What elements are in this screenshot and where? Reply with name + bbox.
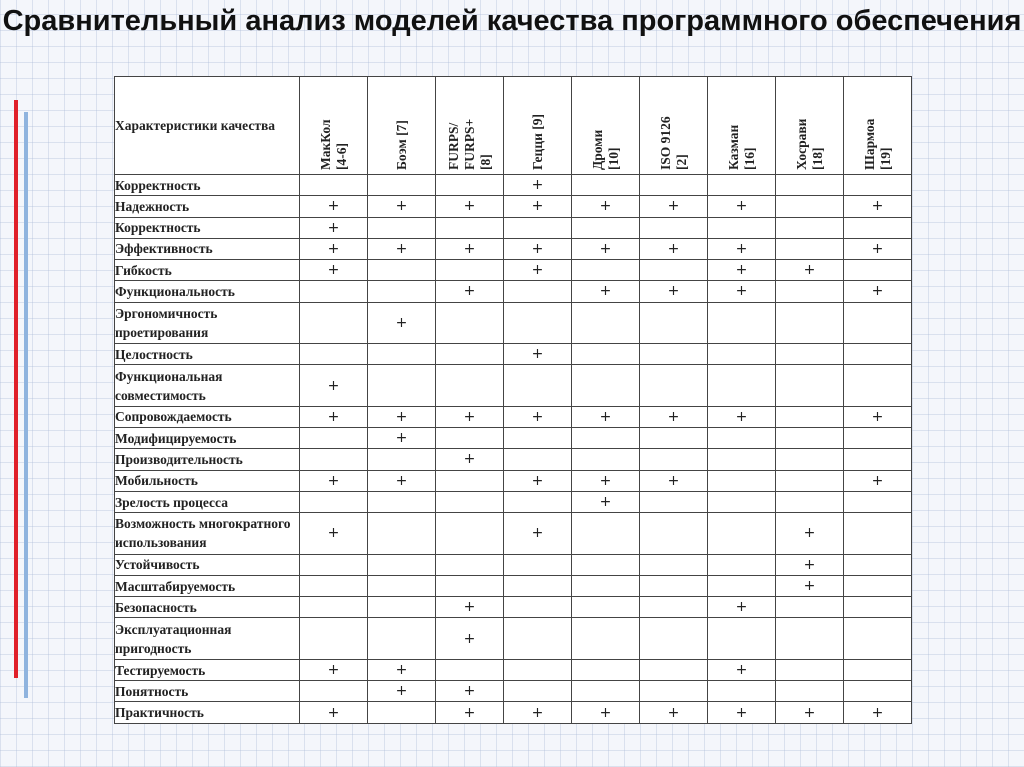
support-cell (572, 554, 640, 575)
model-name: Боэм [7] (393, 119, 409, 170)
support-cell (368, 618, 436, 659)
table-row (115, 659, 912, 680)
table-row (115, 428, 912, 449)
support-cell (368, 597, 436, 618)
characteristic-label: Тестируемость (115, 659, 300, 680)
decorative-red-bar (14, 100, 18, 678)
support-cell (708, 365, 776, 406)
support-cell: + (300, 513, 368, 554)
model-name: Дроми [10] (589, 129, 621, 170)
support-cell (504, 365, 572, 406)
characteristic-label: Функциональная совместимость (115, 365, 300, 406)
support-cell: + (708, 238, 776, 259)
support-cell (572, 449, 640, 470)
support-cell: + (776, 554, 844, 575)
support-cell (844, 554, 912, 575)
support-cell (504, 217, 572, 238)
model-name: Хосрави [18] (793, 118, 825, 170)
support-cell (300, 428, 368, 449)
support-cell (504, 449, 572, 470)
table-row (115, 302, 912, 343)
support-cell (776, 618, 844, 659)
quality-models-table (114, 76, 912, 724)
table-row (115, 681, 912, 702)
support-cell: + (504, 470, 572, 491)
support-cell: + (708, 281, 776, 302)
support-cell (368, 281, 436, 302)
support-cell: + (368, 302, 436, 343)
support-cell (572, 513, 640, 554)
model-header (504, 77, 572, 175)
support-cell (776, 281, 844, 302)
support-cell (368, 554, 436, 575)
support-cell: + (640, 406, 708, 427)
support-cell (436, 554, 504, 575)
support-cell: + (844, 470, 912, 491)
support-cell (708, 344, 776, 365)
characteristic-label: Производительность (115, 449, 300, 470)
support-cell (368, 344, 436, 365)
support-cell (368, 217, 436, 238)
support-cell (436, 575, 504, 596)
support-cell: + (504, 702, 572, 724)
support-cell (436, 175, 504, 196)
support-cell (504, 281, 572, 302)
support-cell (572, 302, 640, 343)
support-cell: + (776, 575, 844, 596)
support-cell: + (504, 344, 572, 365)
table-row (115, 406, 912, 427)
support-cell (844, 175, 912, 196)
support-cell (436, 470, 504, 491)
support-cell: + (368, 659, 436, 680)
support-cell (368, 491, 436, 512)
table-row (115, 491, 912, 512)
characteristic-label: Зрелость процесса (115, 491, 300, 512)
support-cell: + (368, 470, 436, 491)
characteristic-label: Мобильность (115, 470, 300, 491)
characteristic-label: Практичность (115, 702, 300, 724)
support-cell: + (504, 175, 572, 196)
support-cell: + (640, 281, 708, 302)
support-cell (368, 260, 436, 281)
support-cell (776, 175, 844, 196)
characteristic-label: Корректность (115, 217, 300, 238)
support-cell (300, 175, 368, 196)
support-cell (776, 238, 844, 259)
support-cell (776, 470, 844, 491)
support-cell (640, 260, 708, 281)
characteristic-label: Возможность многократного использования (115, 513, 300, 554)
table-row (115, 344, 912, 365)
support-cell (708, 681, 776, 702)
support-cell (776, 491, 844, 512)
table-row (115, 175, 912, 196)
support-cell (708, 513, 776, 554)
support-cell: + (436, 406, 504, 427)
support-cell: + (300, 470, 368, 491)
support-cell (844, 618, 912, 659)
support-cell (708, 217, 776, 238)
model-header (572, 77, 640, 175)
support-cell: + (776, 260, 844, 281)
support-cell (844, 491, 912, 512)
characteristic-label: Эргономичность проетирования (115, 302, 300, 343)
support-cell (776, 217, 844, 238)
characteristic-label: Надежность (115, 196, 300, 217)
support-cell (640, 175, 708, 196)
support-cell (300, 575, 368, 596)
support-cell (844, 513, 912, 554)
support-cell: + (844, 196, 912, 217)
support-cell (504, 681, 572, 702)
model-header (368, 77, 436, 175)
support-cell (776, 428, 844, 449)
support-cell (300, 618, 368, 659)
support-cell: + (708, 406, 776, 427)
support-cell (436, 217, 504, 238)
support-cell: + (640, 470, 708, 491)
support-cell (708, 575, 776, 596)
model-header (300, 77, 368, 175)
support-cell: + (368, 238, 436, 259)
support-cell: + (844, 702, 912, 724)
table-row (115, 513, 912, 554)
support-cell (844, 597, 912, 618)
support-cell: + (572, 470, 640, 491)
support-cell (844, 428, 912, 449)
support-cell (708, 449, 776, 470)
support-cell: + (572, 491, 640, 512)
support-cell (640, 365, 708, 406)
support-cell (708, 470, 776, 491)
model-name: Гецци [9] (529, 113, 545, 170)
support-cell: + (504, 513, 572, 554)
support-cell (776, 449, 844, 470)
support-cell (572, 175, 640, 196)
table-row (115, 217, 912, 238)
support-cell (640, 659, 708, 680)
support-cell: + (300, 196, 368, 217)
support-cell (844, 681, 912, 702)
support-cell (300, 597, 368, 618)
support-cell (300, 681, 368, 702)
support-cell: + (640, 238, 708, 259)
support-cell: + (300, 217, 368, 238)
support-cell: + (300, 406, 368, 427)
support-cell: + (572, 196, 640, 217)
support-cell: + (436, 196, 504, 217)
support-cell (436, 428, 504, 449)
support-cell (436, 491, 504, 512)
model-name: ISO 9126 [2] (657, 115, 689, 170)
characteristic-label: Устойчивость (115, 554, 300, 575)
support-cell: + (300, 238, 368, 259)
support-cell (436, 513, 504, 554)
support-cell (776, 597, 844, 618)
characteristic-label: Целостность (115, 344, 300, 365)
support-cell: + (844, 406, 912, 427)
support-cell: + (776, 513, 844, 554)
support-cell (504, 302, 572, 343)
support-cell (300, 449, 368, 470)
support-cell (844, 302, 912, 343)
support-cell (640, 428, 708, 449)
model-header (708, 77, 776, 175)
support-cell: + (640, 196, 708, 217)
table-row (115, 281, 912, 302)
support-cell (436, 659, 504, 680)
support-cell (640, 681, 708, 702)
support-cell (640, 618, 708, 659)
support-cell: + (708, 196, 776, 217)
decorative-blue-bar (24, 112, 28, 698)
support-cell: + (708, 702, 776, 724)
support-cell (300, 344, 368, 365)
support-cell: + (436, 618, 504, 659)
support-cell (708, 491, 776, 512)
characteristic-label: Корректность (115, 175, 300, 196)
support-cell (504, 575, 572, 596)
model-header (844, 77, 912, 175)
support-cell (368, 449, 436, 470)
support-cell (572, 597, 640, 618)
support-cell (844, 260, 912, 281)
support-cell: + (436, 281, 504, 302)
model-name: МакКол [4-6] (317, 118, 349, 170)
support-cell (300, 281, 368, 302)
support-cell: + (708, 597, 776, 618)
table-row (115, 554, 912, 575)
support-cell (708, 175, 776, 196)
support-cell (572, 365, 640, 406)
model-header (776, 77, 844, 175)
support-cell (844, 659, 912, 680)
support-cell (776, 302, 844, 343)
support-cell (572, 681, 640, 702)
support-cell (776, 681, 844, 702)
support-cell: + (640, 702, 708, 724)
support-cell: + (368, 196, 436, 217)
support-cell (368, 175, 436, 196)
support-cell: + (844, 281, 912, 302)
support-cell (708, 618, 776, 659)
characteristic-label: Гибкость (115, 260, 300, 281)
support-cell: + (436, 238, 504, 259)
support-cell: + (572, 238, 640, 259)
support-cell: + (436, 702, 504, 724)
support-cell (776, 365, 844, 406)
support-cell: + (844, 238, 912, 259)
support-cell (368, 513, 436, 554)
support-cell (640, 302, 708, 343)
support-cell (504, 428, 572, 449)
support-cell (844, 449, 912, 470)
support-cell (368, 365, 436, 406)
support-cell (504, 554, 572, 575)
characteristic-label: Эксплуатационная пригодность (115, 618, 300, 659)
model-name: FURPS/ FURPS+ [8] (445, 118, 493, 170)
support-cell (504, 491, 572, 512)
slide-title: Сравнительный анализ моделей качества программного обеспечения (2, 5, 1022, 37)
table-row (115, 196, 912, 217)
support-cell: + (300, 702, 368, 724)
support-cell (844, 365, 912, 406)
support-cell: + (436, 449, 504, 470)
support-cell (640, 597, 708, 618)
support-cell (436, 260, 504, 281)
model-name: Шармоа [19] (861, 118, 893, 170)
support-cell: + (504, 406, 572, 427)
support-cell (776, 406, 844, 427)
model-header (436, 77, 504, 175)
support-cell (708, 428, 776, 449)
support-cell (640, 217, 708, 238)
support-cell (572, 344, 640, 365)
table-row (115, 597, 912, 618)
table-row (115, 449, 912, 470)
support-cell (504, 618, 572, 659)
support-cell: + (572, 281, 640, 302)
support-cell (572, 428, 640, 449)
characteristic-label: Сопровождаемость (115, 406, 300, 427)
support-cell (572, 618, 640, 659)
table-row (115, 238, 912, 259)
support-cell (776, 344, 844, 365)
support-cell: + (504, 238, 572, 259)
support-cell: + (572, 702, 640, 724)
support-cell (368, 575, 436, 596)
characteristic-label: Безопасность (115, 597, 300, 618)
support-cell (504, 597, 572, 618)
table-row (115, 365, 912, 406)
support-cell: + (708, 260, 776, 281)
characteristic-label: Эффективность (115, 238, 300, 259)
support-cell (572, 575, 640, 596)
model-header (640, 77, 708, 175)
support-cell: + (504, 260, 572, 281)
support-cell: + (300, 365, 368, 406)
table-row (115, 702, 912, 724)
support-cell: + (436, 681, 504, 702)
characteristic-label: Функциональность (115, 281, 300, 302)
support-cell (572, 659, 640, 680)
table-body (115, 175, 912, 724)
support-cell (368, 702, 436, 724)
support-cell: + (368, 406, 436, 427)
support-cell (300, 491, 368, 512)
characteristic-label: Понятность (115, 681, 300, 702)
table-header-row (115, 77, 912, 175)
support-cell (300, 554, 368, 575)
support-cell (708, 554, 776, 575)
support-cell (640, 513, 708, 554)
support-cell (436, 365, 504, 406)
support-cell (504, 659, 572, 680)
support-cell (640, 575, 708, 596)
support-cell (844, 344, 912, 365)
characteristic-label: Масштабируемость (115, 575, 300, 596)
support-cell (640, 491, 708, 512)
support-cell (844, 575, 912, 596)
support-cell (640, 344, 708, 365)
support-cell: + (436, 597, 504, 618)
support-cell: + (708, 659, 776, 680)
support-cell (640, 449, 708, 470)
characteristic-label: Модифицируемость (115, 428, 300, 449)
support-cell (436, 344, 504, 365)
support-cell (436, 302, 504, 343)
support-cell (776, 196, 844, 217)
table-corner-header: Характеристики качества (115, 77, 300, 175)
support-cell (300, 302, 368, 343)
support-cell: + (368, 681, 436, 702)
support-cell: + (504, 196, 572, 217)
support-cell (640, 554, 708, 575)
support-cell (844, 217, 912, 238)
support-cell: + (368, 428, 436, 449)
model-name: Казман [16] (725, 124, 757, 170)
support-cell (572, 260, 640, 281)
support-cell: + (572, 406, 640, 427)
support-cell (572, 217, 640, 238)
support-cell (708, 302, 776, 343)
table-row (115, 618, 912, 659)
support-cell (776, 659, 844, 680)
support-cell: + (776, 702, 844, 724)
table-row (115, 260, 912, 281)
table-row (115, 470, 912, 491)
support-cell: + (300, 260, 368, 281)
support-cell: + (300, 659, 368, 680)
table-row (115, 575, 912, 596)
